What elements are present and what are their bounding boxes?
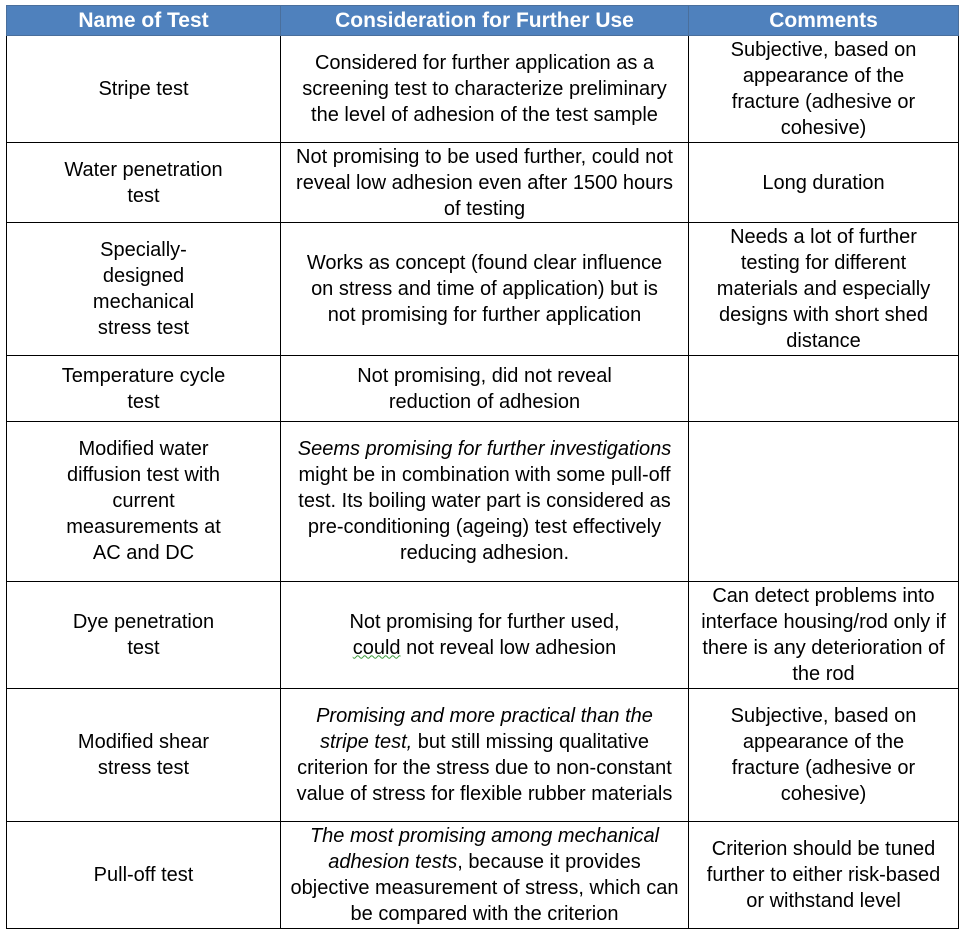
spellcheck-underlined-word: could [352,636,401,659]
comments-cell: Can detect problems into interface housing/rod only if there is any deterioration of the rod [689,581,959,688]
table-row [7,143,959,223]
header-consideration: Consideration for Further Use [281,6,689,36]
table-row [7,356,959,422]
header-comments: Comments [689,6,959,36]
test-name-cell: Temperature cycle test [7,356,281,422]
consideration-text: might be in combination with some pull-off test. Its boiling water part is considered as pre-conditioning (ageing) test effectively reducing adhesion. [298,464,671,565]
table-row [7,223,959,356]
consideration-cell: Considered for further application as a screening test to characterize preliminary the level of adhesion of the test sample [281,36,689,143]
comments-cell: Criterion should be tuned further to either risk-based or withstand level [689,821,959,928]
consideration-emphasis: Promising and more practical than the stripe test, [316,704,653,753]
comments-cell: Subjective, based on appearance of the fracture (adhesive or cohesive) [689,688,959,821]
consideration-emphasis: The most promising among mechanical adhesion tests [309,824,660,873]
test-name-cell: Dye penetration test [7,581,281,688]
test-name-cell: Water penetration test [7,143,281,223]
comments-cell [689,422,959,581]
consideration-cell [281,688,689,821]
consideration-text: Not promising for further used, [349,610,620,633]
test-name-cell: Stripe test [7,36,281,143]
test-comparison-table [6,5,959,929]
consideration-cell [281,581,689,688]
table-row [7,688,959,821]
table-row [7,821,959,928]
table-row [7,581,959,688]
table-row [7,422,959,581]
consideration-text: , because it provides objective measurement of stress, which can be compared with the criterion [290,850,679,925]
test-name-cell: Specially-designed mechanical stress test [7,223,281,356]
header-name-of-test: Name of Test [7,6,281,36]
consideration-cell [281,821,689,928]
consideration-cell: Not promising to be used further, could not reveal low adhesion even after 1500 hours of testing [281,143,689,223]
header-row [7,6,959,36]
consideration-cell: Works as concept (found clear influence on stress and time of application) but is not promising for further application [281,223,689,356]
consideration-text: but still missing qualitative criterion for the stress due to non-constant value of stress for flexible rubber materials [296,730,673,805]
comments-cell: Long duration [689,143,959,223]
comments-cell: Needs a lot of further testing for different materials and especially designs with short shed distance [689,223,959,356]
consideration-cell: Not promising, did not reveal reduction of adhesion [281,356,689,422]
consideration-cell [281,422,689,581]
test-name-cell: Modified water diffusion test with current measurements at AC and DC [7,422,281,581]
comments-cell: Subjective, based on appearance of the fracture (adhesive or cohesive) [689,36,959,143]
test-name-cell: Modified shear stress test [7,688,281,821]
consideration-emphasis: Seems promising for further investigations [297,438,672,461]
comments-cell [689,356,959,422]
test-name-cell: Pull-off test [7,821,281,928]
consideration-text: not reveal low adhesion [400,636,617,659]
table-row [7,36,959,143]
